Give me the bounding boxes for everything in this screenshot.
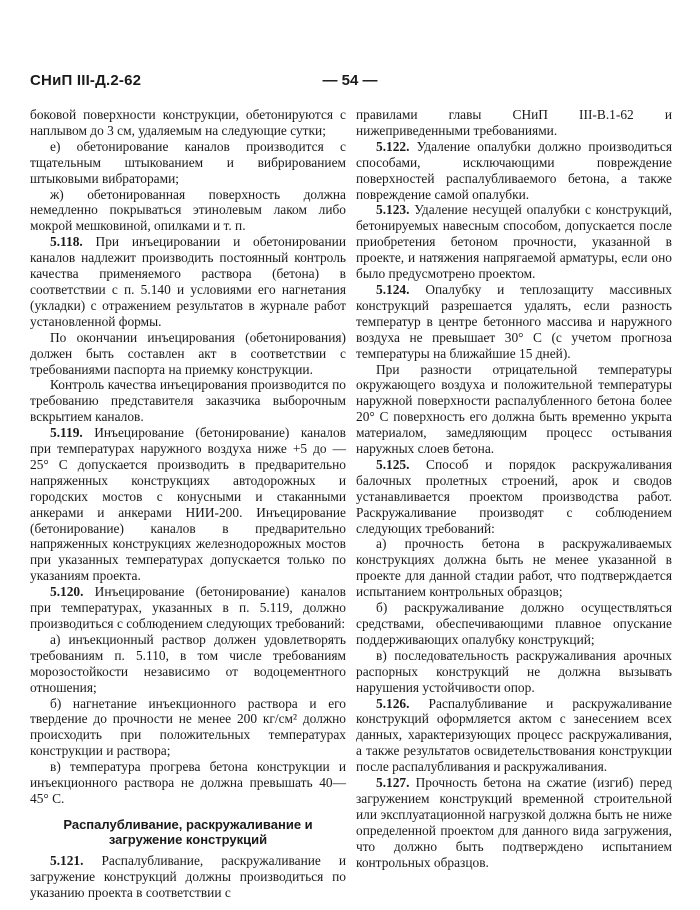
paragraph-text: Опалубку и теплозащиту массивных конструкций разрешается удалять, если разность температур в центре бетонного массива и наружного воздуха не превышает 30° С (с учетом прогноза температуры на ближайшие 15 дней).	[356, 281, 672, 361]
paragraph-5-127	[356, 775, 672, 870]
paragraph-text: При инъецировании и обетонировании каналов надлежит производить постоянный контроль качества применяемого раствора (бетона) в соответствии с п. 5.140 и условиями его нагнетания (укладки) с отражением результатов в журнале работ установленной формы.	[30, 234, 346, 329]
paragraph: правилами главы СНиП III-В.1-62 и нижеприведенными требованиями.	[356, 107, 672, 138]
page-number: — 54 —	[322, 72, 378, 89]
left-column	[30, 107, 346, 901]
paragraph-5-119	[30, 425, 346, 584]
paragraph: ж) обетонированная поверхность должна немедленно покрываться этинолевым лаком либо мокрой мешковиной, опилками и т. п.	[30, 186, 346, 234]
paragraph-5-120	[30, 584, 346, 632]
paragraph-5-125	[356, 457, 672, 537]
paragraph: б) раскружаливание должно осуществляться средствами, обеспечивающими плавное опускание поддерживающих опалубку конструкций;	[356, 600, 672, 647]
paragraph-5-126	[356, 696, 672, 776]
paragraph: а) прочность бетона в раскружаливаемых конструкциях должна быть не менее указанной в проекте для данной стадии работ, что подтверждается испытанием контрольных образцов;	[356, 536, 672, 600]
document-code: СНиП III-Д.2-62	[30, 72, 142, 89]
paragraph: б) нагнетание инъекционного раствора и его твердение до прочности не менее 200 кг/см² должно происходить при положительных температурах конструкции и раствора;	[30, 695, 346, 759]
paragraph-text: Распалубливание и раскружаливание конструкций оформляется актом с занесением всех данных, характеризующих процесс раскружаливания, а также результатов освидетельствования конструкции после распалубливания и раскружаливания.	[356, 695, 672, 775]
paragraph-5-124	[356, 282, 672, 362]
right-column	[356, 107, 672, 871]
page-header	[30, 72, 670, 96]
paragraph-text: Инъецирование (бетонирование) каналов при температурах наружного воздуха ниже +5 до —25° С допускается производить в предварительно напряженных конструкциях автодорожных и городских мостов с конусными и стаканными анкерами и анкерами НИИ-200. Инъецирование (бетонирование) каналов в предварительно напряженных конструкциях железнодорожных мостов при указанных температурах допускается только по указаниям проекта.	[30, 425, 346, 584]
section-heading: Распалубливание, раскружаливание и загружение конструкций	[63, 816, 313, 847]
paragraph-text: Способ и порядок раскружаливания балочных пролетных строений, арок и сводов устанавливается проектом производства работ. Раскружаливание производят с соблюдением следующих требований:	[356, 456, 672, 536]
paragraph-text: Удаление несущей опалубки с конструкций, бетонируемых навесным способом, допускается после приобретения бетоном прочности, указанной в проекте, и натяжения напрягаемой арматуры, если оно было предусмотрено проектом.	[356, 202, 672, 282]
clause-number: 5.126.	[376, 695, 410, 711]
paragraph-text: Удаление опалубки должно производиться способами, исключающими повреждение поверхностей распалубливаемого бетона, а также повреждение самой опалубки.	[356, 138, 672, 202]
clause-number: 5.122.	[376, 138, 410, 154]
paragraph-text: Инъецирование (бетонирование) каналов при температурах, указанных в п. 5.119, должно производиться с соблюдением следующих требований:	[30, 584, 346, 631]
paragraph-5-121	[30, 853, 346, 901]
clause-number: 5.120.	[50, 584, 84, 600]
paragraph: Контроль качества инъецирования производится по требованию представителя заказчика выборочным вскрытием каналов.	[30, 377, 346, 425]
clause-number: 5.127.	[376, 775, 410, 791]
clause-number: 5.124.	[376, 281, 410, 297]
paragraph: а) инъекционный раствор должен удовлетворять требованиям п. 5.110, в том числе требованиям морозостойкости независимо от водоцементного отношения;	[30, 631, 346, 695]
clause-number: 5.121.	[50, 852, 84, 868]
clause-number: 5.123.	[376, 202, 410, 218]
clause-number: 5.118.	[50, 234, 83, 250]
paragraph-5-122	[356, 139, 672, 203]
paragraph: в) последовательность раскружаливания арочных распорных конструкций не должна вызывать нарушения устойчивости опор.	[356, 647, 672, 695]
paragraph: е) обетонирование каналов производится с тщательным штыкованием и вибрированием штыковыми вибраторами;	[30, 138, 346, 186]
paragraph: в) температура прогрева бетона конструкции и инъекционного раствора не должна превышать 40—45° С.	[30, 759, 346, 806]
paragraph: боковой поверхности конструкции, обетонируются с наплывом до 3 см, удаляемым на следующие сутки;	[30, 107, 346, 138]
paragraph-text: Прочность бетона на сжатие (изгиб) перед загружением конструкций временной строительной или эксплуатационной нагрузкой должна быть не ниже определенной проектом для данного вида загружения, что должно быть подтверждено испытанием контрольных образцов.	[356, 775, 672, 870]
paragraph-5-123	[356, 202, 672, 282]
paragraph: По окончании инъецирования (обетонирования) должен быть составлен акт в соответствии с требованиями паспорта на приемку конструкции.	[30, 329, 346, 377]
clause-number: 5.125.	[376, 456, 410, 472]
paragraph-text: Распалубливание, раскружаливание и загружение конструкций должны производиться по указанию проекта в соответствии с	[30, 852, 346, 900]
paragraph-5-118	[30, 234, 346, 329]
paragraph: При разности отрицательной температуры окружающего воздуха и положительной температуры наружной поверхности распалубленного бетона более 20° С поверхность его должна быть временно укрыта материалом, замедляющим процесс остывания наружных слоев бетона.	[356, 361, 672, 457]
clause-number: 5.119.	[50, 425, 83, 441]
